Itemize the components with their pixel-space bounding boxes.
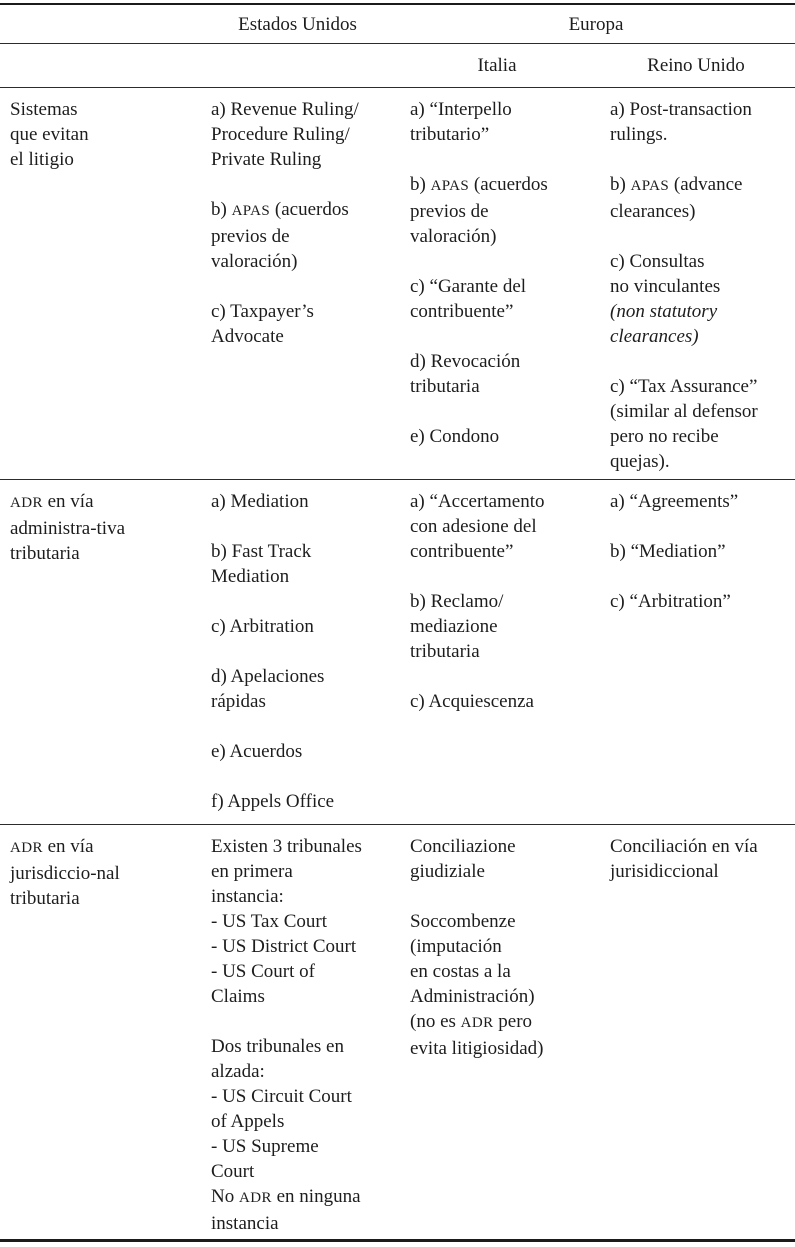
table-row-adr-via-jurisdiccional xyxy=(0,825,795,1239)
header-italia: Italia xyxy=(477,55,517,76)
cell-paragraph: c) Arbitration xyxy=(211,616,314,637)
cell-paragraph: Conciliazione giudiziale xyxy=(410,836,516,882)
cell-paragraph: d) Revocación tributaria xyxy=(410,351,521,397)
cell-italia xyxy=(397,825,597,1239)
cell-italia xyxy=(397,88,597,479)
header-row-subcountries xyxy=(0,44,795,88)
cell-paragraph: a) Mediation xyxy=(211,491,309,512)
cell-paragraph: a) “Interpello tributario” xyxy=(410,99,512,145)
row-label: ADR en vía jurisdiccio-nal tributaria xyxy=(10,836,120,909)
cell-paragraph: e) Condono xyxy=(410,426,500,447)
comparison-table xyxy=(0,3,795,1242)
row-label: Sistemas que evitan el litigio xyxy=(10,99,89,170)
header-reino-unido: Reino Unido xyxy=(647,55,745,76)
cell-paragraph: b) APAS (acuerdos previos de valoración) xyxy=(410,174,548,247)
cell-paragraph: c) Taxpayer’s Advocate xyxy=(211,301,314,347)
cell-paragraph: b) Reclamo/ mediazione tributaria xyxy=(410,591,504,662)
cell-reino-unido xyxy=(597,88,795,479)
cell-reino-unido xyxy=(597,825,795,1239)
cell-paragraph: b) APAS (acuerdos previos de valoración) xyxy=(211,199,349,272)
cell-paragraph: b) “Mediation” xyxy=(610,541,726,562)
table-row-sistemas-que-evitan-litigio xyxy=(0,88,795,480)
cell-paragraph: c) Acquiescenza xyxy=(410,691,534,712)
cell-reino-unido xyxy=(597,480,795,824)
cell-paragraph: a) “Accertamento con adesione del contribuente” xyxy=(410,491,545,562)
row-label: ADR en vía administra-tiva tributaria xyxy=(10,491,126,564)
cell-estados-unidos xyxy=(198,825,397,1239)
cell-italia xyxy=(397,480,597,824)
table-row-adr-via-administrativa xyxy=(0,480,795,825)
cell-paragraph: b) APAS (advance clearances) xyxy=(610,174,743,222)
header-estados-unidos: Estados Unidos xyxy=(238,13,357,35)
cell-paragraph: c) “Arbitration” xyxy=(610,591,731,612)
cell-paragraph: b) Fast Track Mediation xyxy=(211,541,312,587)
header-europa: Europa xyxy=(568,13,624,35)
cell-paragraph: c) “Garante del contribuente” xyxy=(410,276,527,322)
cell-paragraph: a) Revenue Ruling/ Procedure Ruling/ Private Ruling xyxy=(211,99,359,170)
cell-paragraph: Existen 3 tribunales en primera instancia: - US Tax Court - US District Court - US Court of Claims xyxy=(211,836,362,1007)
cell-paragraph: Conciliación en vía jurisidiccional xyxy=(610,836,758,882)
cell-estados-unidos xyxy=(198,480,397,824)
cell-paragraph: c) “Tax Assurance” (similar al defensor pero no recibe quejas). xyxy=(610,376,758,472)
cell-paragraph: Dos tribunales en alzada: - US Circuit Court of Appels - US Supreme Court No ADR en ninguna instancia xyxy=(211,1036,361,1234)
cell-paragraph: e) Acuerdos xyxy=(211,741,303,762)
cell-paragraph: f) Appels Office xyxy=(211,791,335,812)
cell-paragraph: a) “Agreements” xyxy=(610,491,739,512)
cell-paragraph: Soccombenze (imputación en costas a la Administración) (no es ADR pero evita litigiosidad) xyxy=(410,911,544,1059)
cell-paragraph: d) Apelaciones rápidas xyxy=(211,666,325,712)
header-row-countries xyxy=(0,5,795,44)
cell-paragraph: c) Consultas no vinculantes (non statutory clearances) xyxy=(610,251,721,347)
cell-paragraph: a) Post-transaction rulings. xyxy=(610,99,752,145)
cell-estados-unidos xyxy=(198,88,397,479)
